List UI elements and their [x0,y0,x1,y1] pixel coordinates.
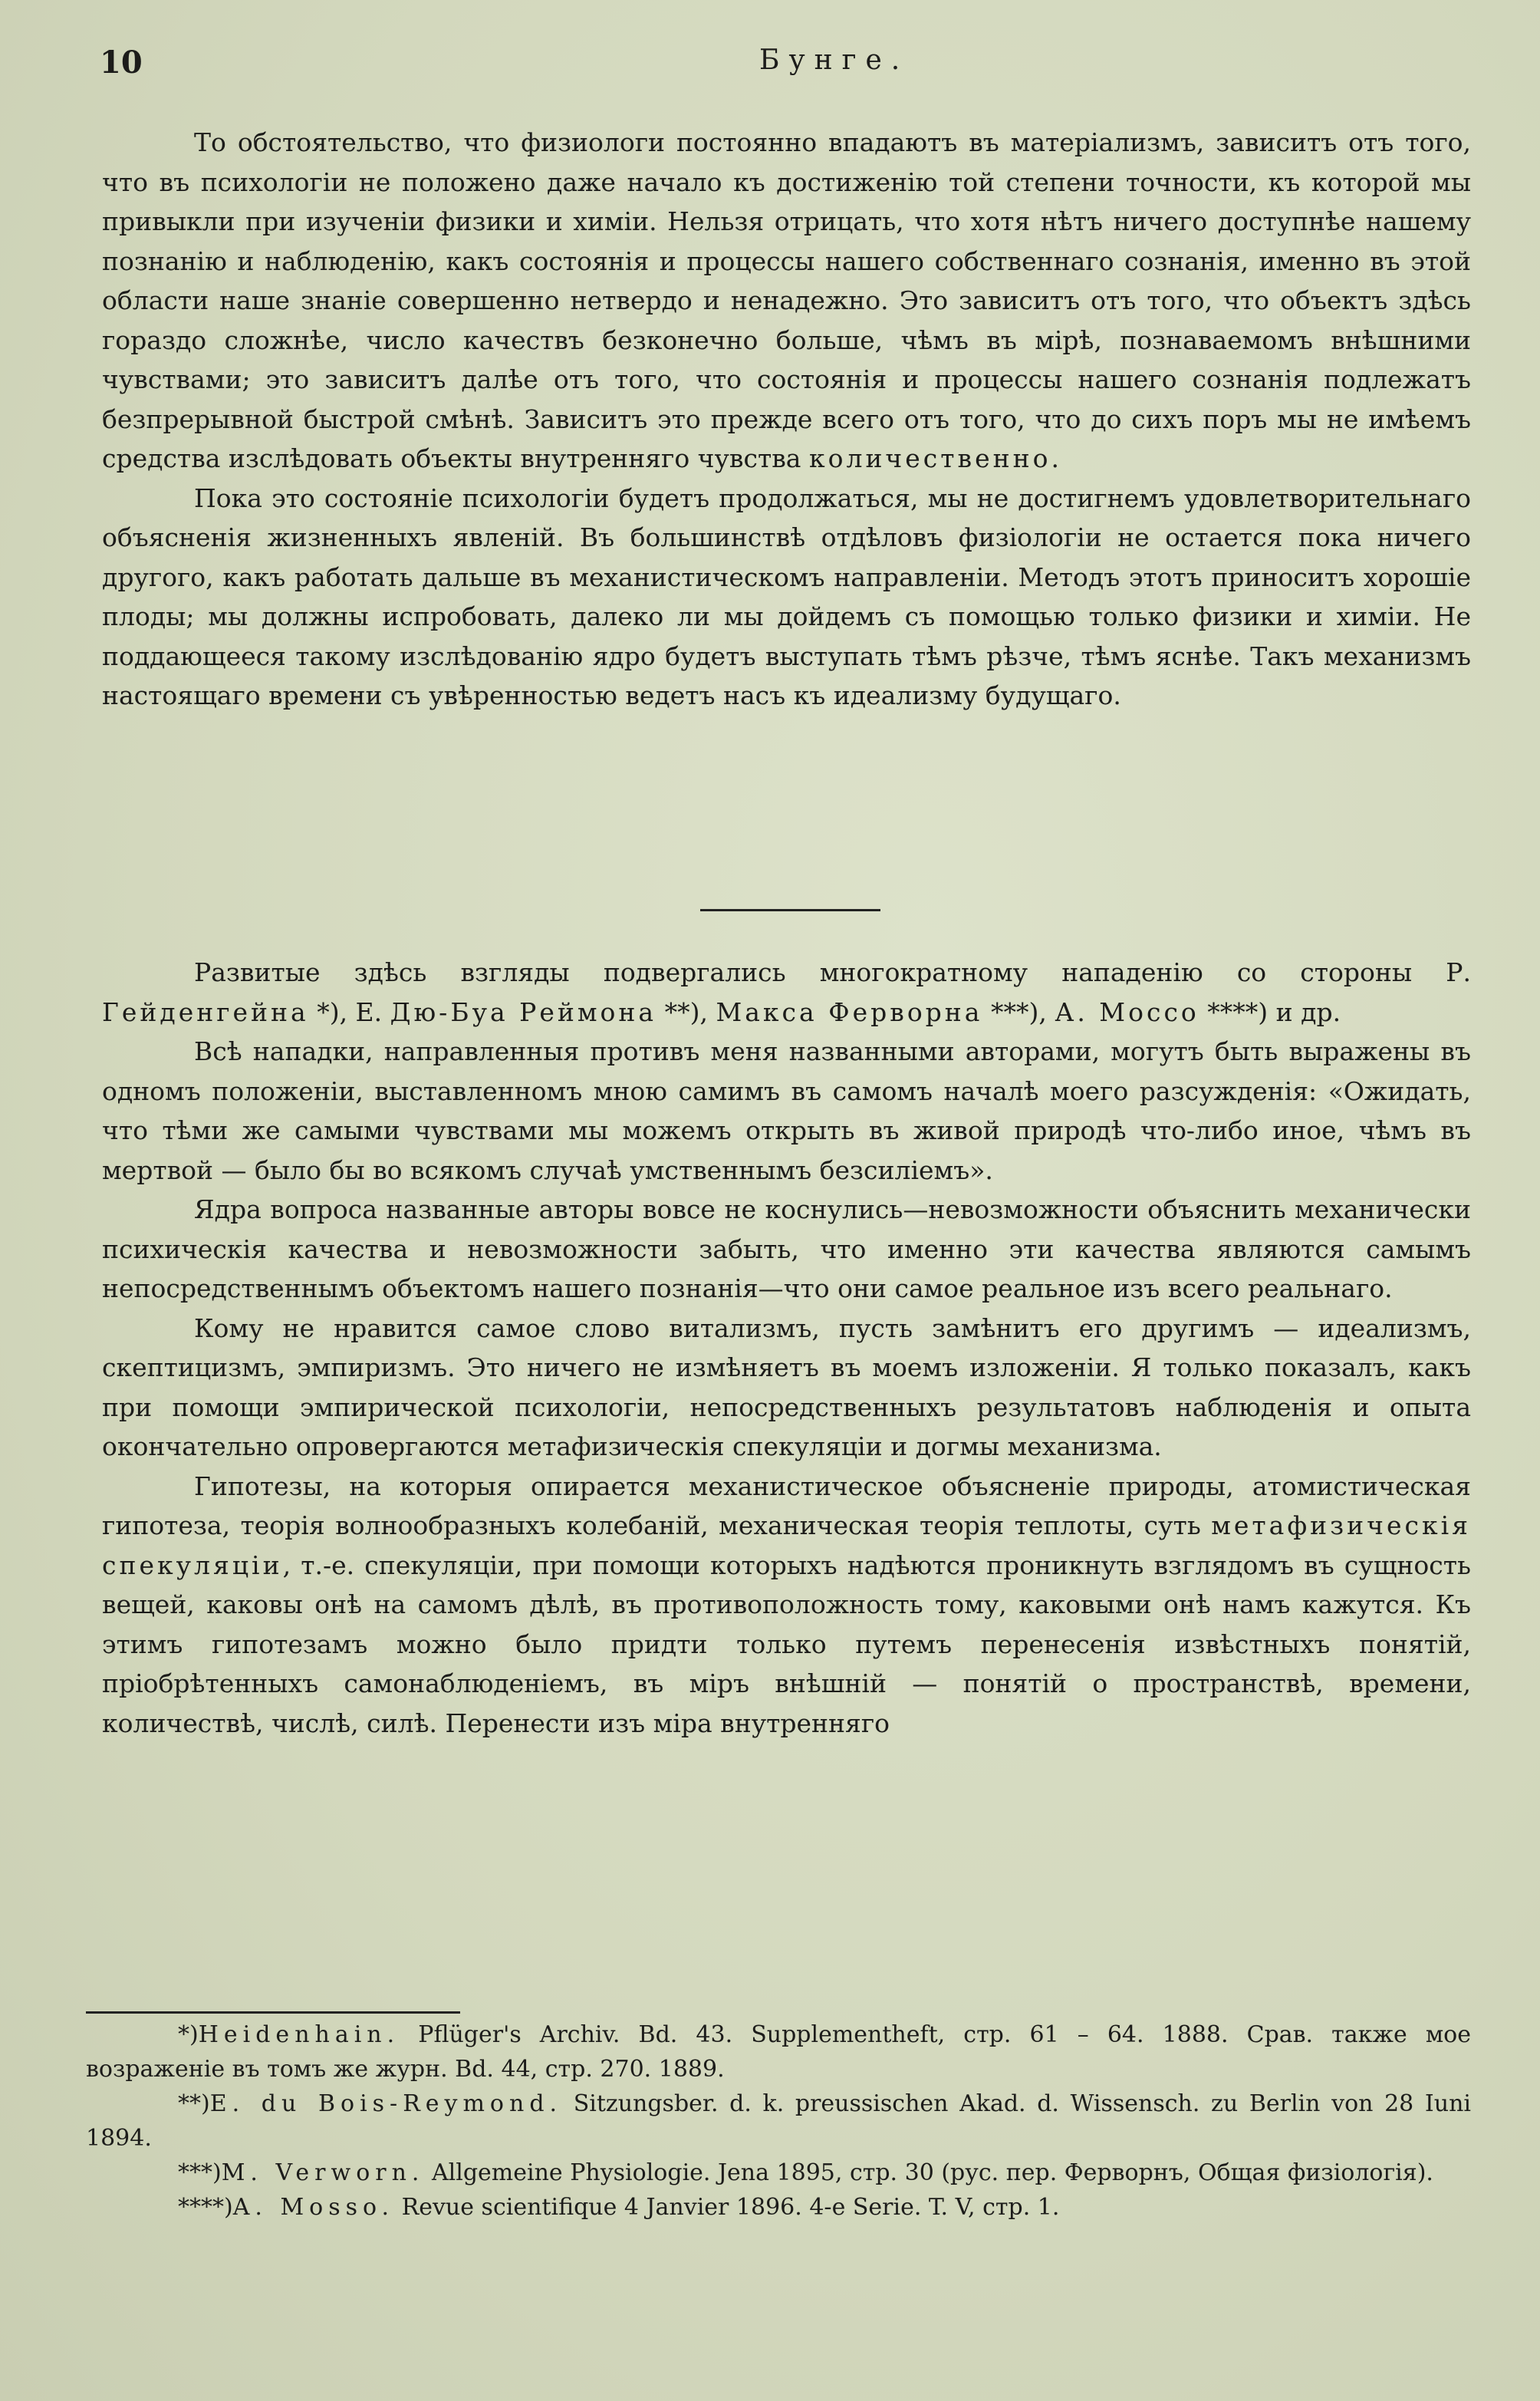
paragraph: Гипотезы, на которыя опирается механистическое объясненіе природы, атомистическая гипотеза, теорія волнообразныхъ колебаній, механическая теорія теплоты, суть метафизическія спекуляціи, т.-е. спекуляціи, при помощи которыхъ надѣются проникнуть взглядомъ въ сущность вещей, каковы онѣ на самомъ дѣлѣ, въ противоположность тому, каковыми онѣ намъ кажутся. Къ этимъ гипотезамъ можно было придти только путемъ перенесенія извѣстныхъ понятій, пріобрѣтенныхъ самонаблюденіемъ, въ міръ внѣшній — понятій о пространствѣ, времени, количествѣ, числѣ, силѣ. Перенести изъ міра внутренняго [102,1471,1471,1738]
page-number: 10 [100,44,143,81]
paragraph: Пока это состояніе психологіи будетъ продолжаться, мы не достигнемъ удовлетворительнаго объясненія жизненныхъ явленій. Въ большинствѣ отдѣловъ физіологіи не остается пока ничего другого, какъ работать дальше въ механистическомъ направленіи. Методъ этотъ приноситъ хорошіе плоды; мы должны испробовать, далеко ли мы дойдемъ съ помощью только физики и химіи. Не поддающееся такому изслѣдованію ядро будетъ выступать тѣмъ рѣзче, тѣмъ яснѣе. Такъ механизмъ настоящаго времени съ увѣренностью ведетъ насъ къ идеализму будущаго. [102,483,1471,710]
footnote-text: Allgemeine Physiologie. Jena 1895, стр. 30 (рус. пер. Ферворнъ, Общая физіологія). [424,2159,1433,2186]
footnotes [86,2017,1471,2225]
author-name: А. Моссо [1055,996,1199,1027]
footnote-mark: *) [178,2021,199,2048]
running-head: Бунге. [759,44,910,76]
footnote-mark: ****) [178,2194,233,2221]
footnote-text: Revue scientifique 4 Janvier 1896. 4-e Serie. T. V, стр. 1. [394,2194,1060,2221]
author-name: Макса Ферворна [716,996,983,1027]
footnote-divider [86,2011,460,2014]
emphasis: количественно [808,443,1051,473]
section-1 [102,123,1471,716]
paragraph: Всѣ нападки, направленныя противъ меня названными авторами, могутъ быть выражены въ одномъ положеніи, выставленномъ мною самимъ въ самомъ началѣ моего разсужденія: «Ожидать, что тѣми же самыми чувствами мы можемъ открыть въ живой природѣ что-либо иное, чѣмъ въ мертвой — было бы во всякомъ случаѣ умственнымъ безсиліемъ». [102,1036,1471,1185]
page-header [100,44,1473,91]
footnote-author: Heidenhain. [198,2021,400,2048]
paragraph: То обстоятельство, что физиологи постоянно впадаютъ въ матеріализмъ, зависитъ отъ того, что въ психологіи не положено даже начало къ достиженію той степени точности, къ которой мы привыкли при изученіи физики и химіи. Нельзя отрицать, что хотя нѣтъ ничего доступнѣе нашему познанію и наблюденію, какъ состоянія и процессы нашего собственнаго сознанія, именно въ этой области наше знаніе совершенно нетвердо и ненадежно. Это зависитъ отъ того, что объектъ здѣсь гораздо сложнѣе, число качествъ безконечно больше, чѣмъ въ мірѣ, познаваемомъ внѣшними чувствами; это зависитъ далѣе отъ того, что состоянія и процессы нашего сознанія подлежатъ безпрерывной быстрой смѣнѣ. Зависитъ это прежде всего отъ того, что до сихъ поръ мы не имѣемъ средства изслѣдовать объекты внутренняго чувства количественно. [102,127,1471,473]
paragraph: Ядра вопроса названные авторы вовсе не коснулись—невозможности объяснить механически психическія качества и невозможности забыть, что именно эти качества являются самымъ непосредственнымъ объектомъ нашего познанія—что они самое реальное изъ всего реальнаго. [102,1194,1471,1303]
author-name: Дю-Буа Реймона [390,996,657,1027]
section-divider [700,909,880,911]
footnote-text: Sitzungsber. d. k. preussischen Akad. d. Wissensch. zu Berlin von 28 Iuni 1894. [86,2090,1471,2152]
paragraph: Развитые здѣсь взгляды подвергались многократному нападенію со стороны Р. Гейденгейна *), Е. Дю-Буа Реймона **), Макса Ферворна ***), А. Моссо ****) и др. [102,957,1471,1027]
footnote-author: A. Mosso. [232,2194,395,2221]
emphasis: метафизическія спекуляціи [102,1510,1471,1580]
footnote [86,2017,1471,2086]
footnote [86,2156,1471,2190]
footnote [86,2190,1471,2225]
footnote-text: Pflüger's Archiv. Bd. 43. Supplementheft, стр. 61 – 64. 1888. Срав. также мое возраженіе въ томъ же журн. Bd. 44, стр. 270. 1889. [86,2021,1471,2083]
footnote-mark: **) [178,2090,210,2117]
footnote-mark: ***) [178,2159,222,2186]
footnote-author: E. du Bois-Reymond. [209,2090,563,2117]
author-name: Гейденгейна [102,996,309,1027]
footnote-author: M. Verworn. [221,2159,425,2186]
paragraph: Кому не нравится самое слово витализмъ, пусть замѣнитъ его другимъ — идеализмъ, скептицизмъ, эмпиризмъ. Это ничего не измѣняетъ въ моемъ изложеніи. Я только показалъ, какъ при помощи эмпирической психологіи, непосредственныхъ результатовъ наблюденія и опыта окончательно опровергаются метафизическія спекуляціи и догмы механизма. [102,1312,1471,1461]
footnote [86,2086,1471,2156]
section-2 [102,953,1471,1743]
